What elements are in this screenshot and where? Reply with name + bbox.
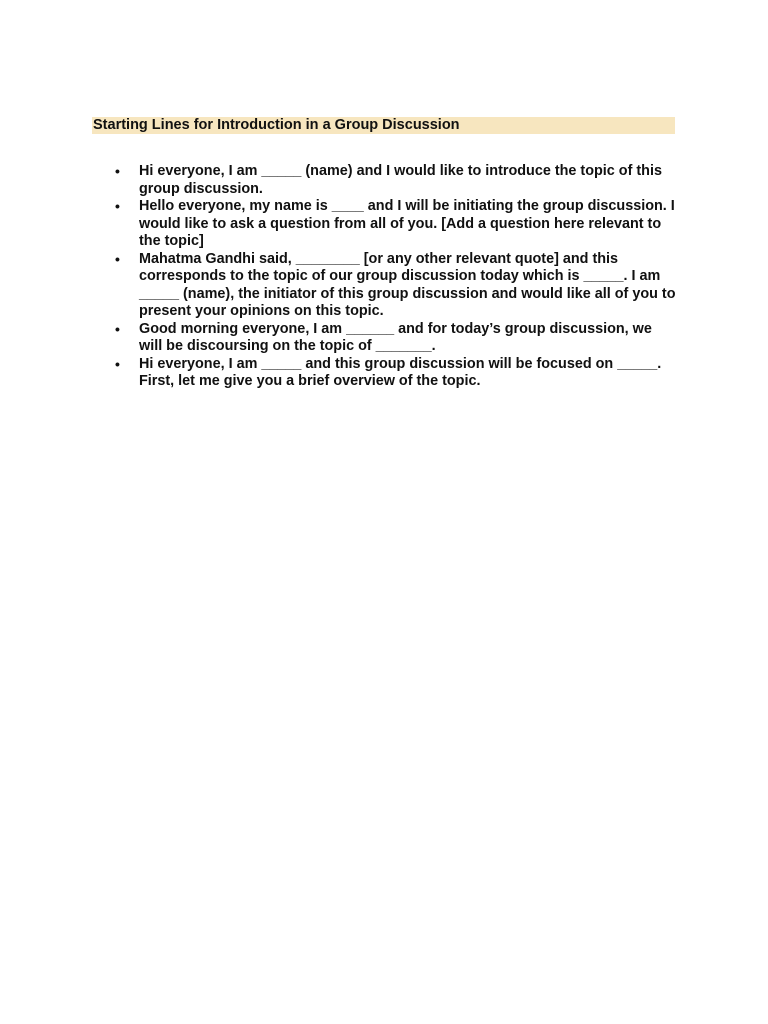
bullet-list [114,163,676,391]
list-item-text: Mahatma Gandhi said, ________ [or any other relevant quote] and this corresponds to the topic of our group discussion today which is _____. I am _____ (name), the initiator of this group discussion and would like all of you to present your opinions on this topic. [139,250,676,319]
list-item-text: Hi everyone, I am _____ and this group discussion will be focused on _____. First, let me give you a brief overview of the topic. [139,355,662,389]
bullet-icon: • [115,320,120,337]
list-item-text: Good morning everyone, I am ______ and for today’s group discussion, we will be discoursing on the topic of _______. [139,320,652,354]
list-item [114,163,676,198]
document-heading: Starting Lines for Introduction in a Group Discussion [92,117,675,134]
list-item-text: Hi everyone, I am _____ (name) and I would like to introduce the topic of this group discussion. [139,163,662,197]
bullet-icon: • [115,198,120,214]
list-item-text: Hello everyone, my name is ____ and I will be initiating the group discussion. I would like to ask a question from all of you. [Add a question here relevant to the topic] [139,198,675,249]
bullet-icon: • [115,250,120,267]
list-item [114,321,676,356]
list-item [114,198,676,251]
list-item [114,251,676,321]
list-item [114,356,676,391]
bullet-icon: • [115,163,120,179]
bullet-icon: • [115,355,120,372]
